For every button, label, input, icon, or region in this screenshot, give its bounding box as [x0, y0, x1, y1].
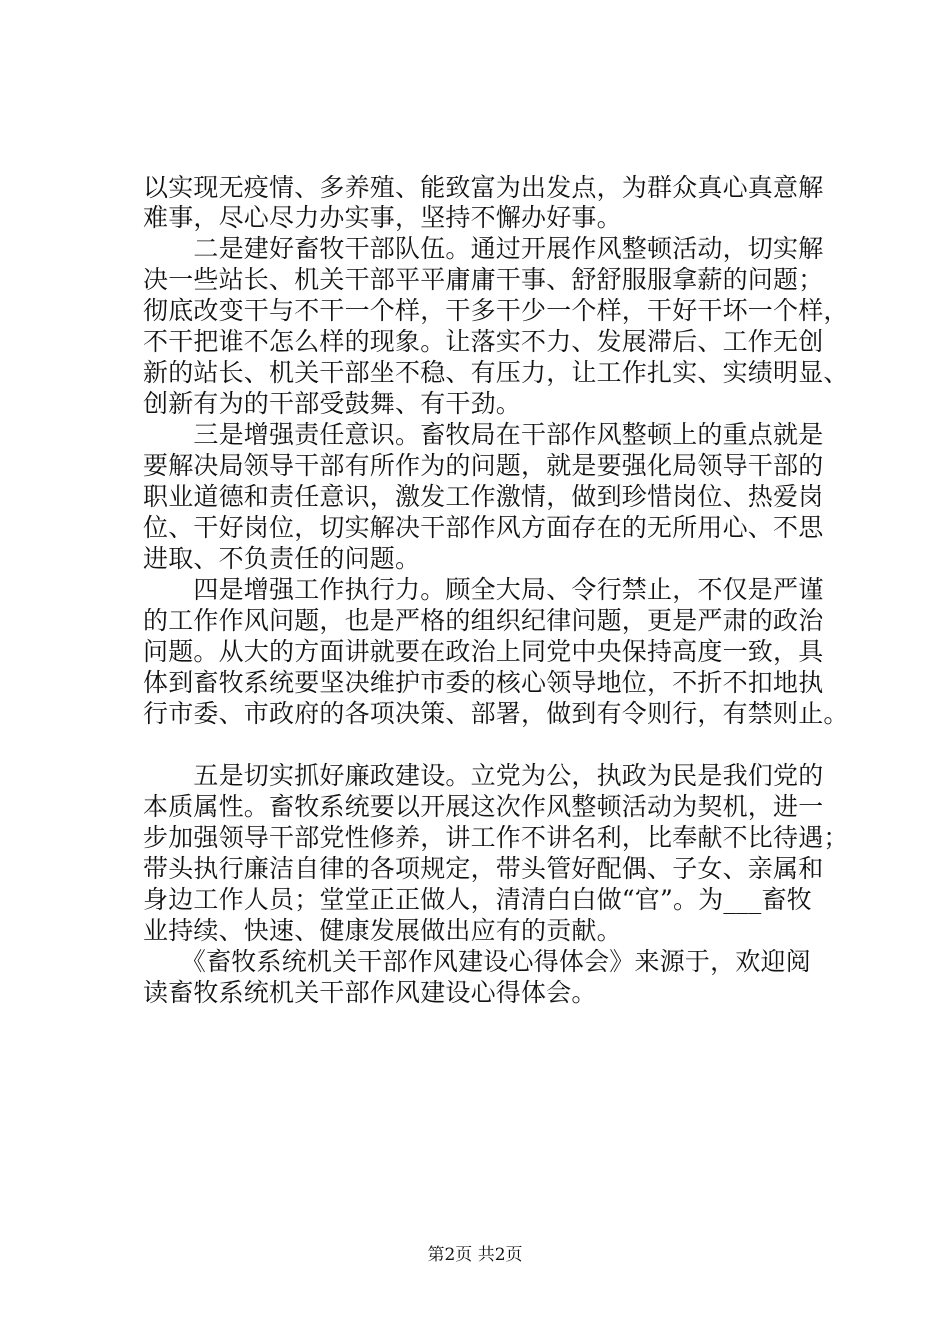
- body-text-line: 步加强领导干部党性修养，讲工作不讲名利，比奉献不比待遇；: [143, 823, 849, 852]
- body-text-line: 的工作作风问题，也是严格的组织纪律问题，更是严肃的政治: [143, 606, 824, 635]
- body-text-line: 以实现无疫情、多养殖、能致富为出发点，为群众真心真意解: [143, 173, 824, 202]
- body-text-line: 身边工作人员；堂堂正正做人，清清白白做“官”。为___畜牧: [143, 885, 812, 914]
- page-total: 共2页: [477, 1245, 523, 1265]
- body-text-line: 位、干好岗位，切实解决干部作风方面存在的无所用心、不思: [143, 513, 824, 542]
- body-text-line: 《畜牧系统机关干部作风建设心得体会》来源于，欢迎阅: [143, 947, 811, 976]
- body-text-line: 要解决局领导干部有所作为的问题，就是要强化局领导干部的: [143, 451, 824, 480]
- body-text-line: 带头执行廉洁自律的各项规定，带头管好配偶、子女、亲属和: [143, 854, 824, 883]
- body-text-line: 职业道德和责任意识，激发工作激情，做到珍惜岗位、热爱岗: [143, 482, 824, 511]
- body-text-line: 本质属性。畜牧系统要以开展这次作风整顿活动为契机，进一: [143, 792, 824, 821]
- body-text-line: 新的站长、机关干部坐不稳、有压力，让工作扎实、实绩明显、: [143, 358, 849, 387]
- body-text-line: 业持续、快速、健康发展做出应有的贡献。: [143, 916, 622, 945]
- body-text-line: 五是切实抓好廉政建设。立党为公，执政为民是我们党的: [143, 761, 824, 790]
- body-text-line: 体到畜牧系统要坚决维护市委的核心领导地位，不折不扣地执: [143, 668, 824, 697]
- body-text-line: 创新有为的干部受鼓舞、有干劲。: [143, 389, 522, 418]
- body-text-line: 行市委、市政府的各项决策、部署，做到有令则行，有禁则止。: [143, 699, 849, 728]
- page-number: 第2页: [427, 1245, 473, 1265]
- body-text-line: 四是增强工作执行力。顾全大局、令行禁止，不仅是严谨: [143, 575, 824, 604]
- page-footer: [0, 1244, 950, 1266]
- body-text-line: 读畜牧系统机关干部作风建设心得体会。: [143, 978, 597, 1007]
- body-text-line: 进取、不负责任的问题。: [143, 544, 421, 573]
- body-text-line: 三是增强责任意识。畜牧局在干部作风整顿上的重点就是: [143, 420, 824, 449]
- body-text-line: 决一些站长、机关干部平平庸庸干事、舒舒服服拿薪的问题；: [143, 265, 824, 294]
- body-text-line: 彻底改变干与不干一个样，干多干少一个样，干好干坏一个样，: [143, 296, 849, 325]
- body-text-line: 不干把谁不怎么样的现象。让落实不力、发展滞后、工作无创: [143, 327, 824, 356]
- body-text-line: 问题。从大的方面讲就要在政治上同党中央保持高度一致，具: [143, 637, 824, 666]
- body-text-line: 二是建好畜牧干部队伍。通过开展作风整顿活动，切实解: [143, 234, 824, 263]
- body-text-line: 难事，尽心尽力办实事，坚持不懈办好事。: [143, 203, 622, 232]
